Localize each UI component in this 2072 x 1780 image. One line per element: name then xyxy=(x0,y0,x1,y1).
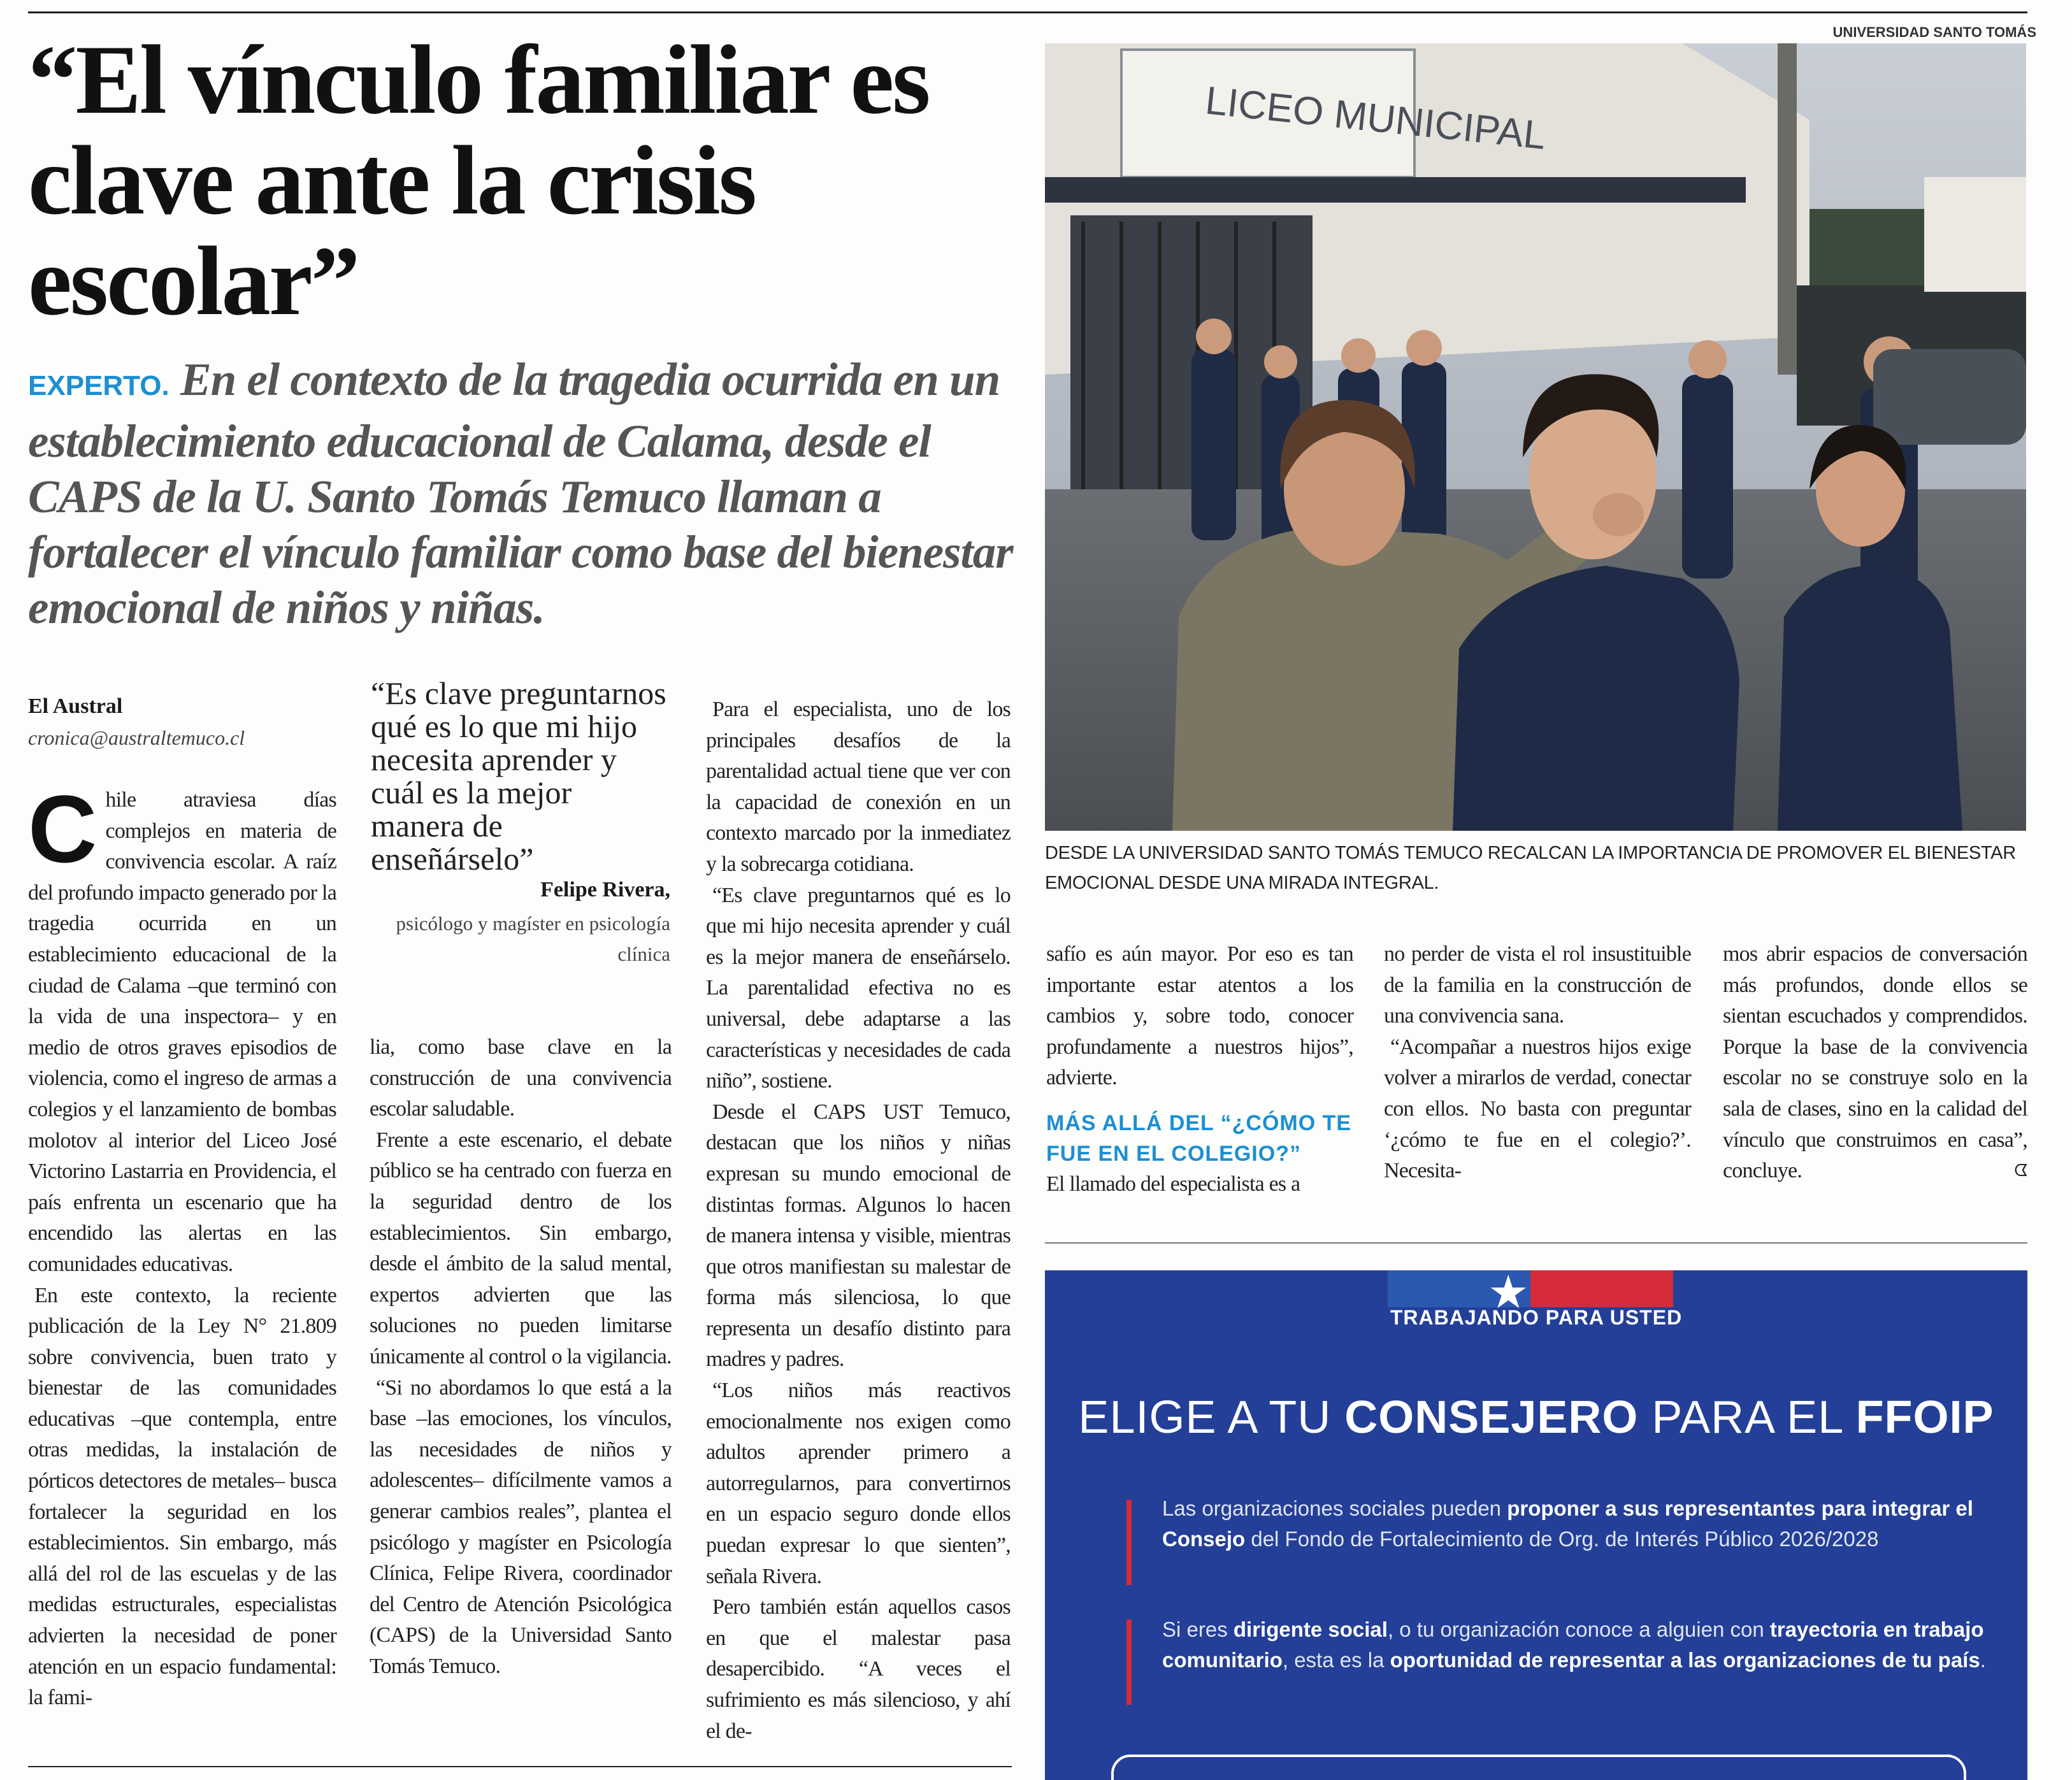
paragraph: hile atraviesa días complejos en materia de convivencia escolar. A raíz del profundo impacto generado por la tragedia ocurrida en un establecimiento educacional de la ciudad de Calama –que terminó con la vida de una inspectora– y en medio de otros graves episodios de violencia, como el ingreso de armas a colegios y el lanzamiento de bombas molotov al interior del Liceo José Victorino Lastarria en Providencia, el país enfrenta un escenario que ha encendido las alertas en las comunidades educativas. xyxy=(28,788,336,1276)
star-icon: ★ xyxy=(1488,1270,1529,1319)
body-column-2 xyxy=(370,1032,672,1682)
article-photo xyxy=(1045,43,2026,831)
ad-accent-bar xyxy=(1126,1500,1132,1585)
byline-author: El Austral xyxy=(28,694,123,718)
lede-kicker: EXPERTO. xyxy=(28,370,169,401)
paragraph: lia, como base clave en la construcción de una convivencia escolar saludable. xyxy=(370,1035,672,1121)
photo-caption: DESDE LA UNIVERSIDAD SANTO TOMÁS TEMUCO RECALCAN LA IMPORTANCIA DE PROMOVER EL BIENESTAR EMOCIONAL DESDE UNA MIRADA INTEGRAL. xyxy=(1045,843,2016,893)
byline-email[interactable]: cronica@australtemuco.cl xyxy=(28,726,245,749)
body-column-3 xyxy=(706,694,1011,1747)
ad-tagline: TRABAJANDO PARA USTED xyxy=(1390,1306,1683,1329)
subheading: MÁS ALLÁ DEL “¿CÓMO TE FUE EN EL COLEGIO?” xyxy=(1046,1110,1352,1166)
end-mark-icon: ᗧ xyxy=(2014,1161,2027,1181)
flag-banner xyxy=(1388,1270,1673,1307)
paragraph: mos abrir espacios de conversación más profundos, donde ellos se sientan escuchados y comprendidos. Porque la base de la convivencia escolar no se construye solo en la sala de clases, sino en la calidad del vínculo que construimos en casa”, concluye. xyxy=(1723,942,2027,1183)
top-rule xyxy=(28,11,2027,13)
paragraph: En este contexto, la reciente publicación de la Ley N° 21.809 sobre convivencia, buen trato y bienestar de las comunidades educativas –que contempla, entre otras medidas, la instalación de pórticos detectores de metales– busca fortalecer la seguridad en los establecimientos. Sin embargo, más allá del rol de las escuelas y de las medidas estructurales, especialistas advierten la necesidad de poner atención en un espacio fundamental: la fami- xyxy=(28,1283,336,1710)
paragraph: Desde el CAPS UST Temuco, destacan que los niños y niñas expresan su mundo emocional de distintas formas. Algunos lo hacen de manera intensa y visible, mientras que otros manifiestan su malestar de forma más silenciosa, lo que representa un desafío distinto para madres y padres. xyxy=(706,1100,1011,1372)
body-column-6 xyxy=(1723,939,2027,1187)
photo-illustration xyxy=(1045,43,2026,831)
pull-quote-author: Felipe Rivera, xyxy=(540,878,670,901)
ad-title: ELIGE A TU CONSEJERO PARA EL FFOIP xyxy=(1078,1392,1994,1443)
drop-cap: C xyxy=(28,775,97,882)
headline: “El vínculo familiar es clave ante la crisis escolar” xyxy=(28,25,929,336)
paragraph: El llamado del especialista es a xyxy=(1046,1172,1300,1196)
paragraph: “Los niños más reactivos emocionalmente nos exigen como adultos aprender primero a autorregularnos, para convertirnos en un espacio seguro donde ellos puedan expresar lo que sienten”, señala Rivera. xyxy=(706,1379,1011,1588)
lede-text: En el contexto de la tragedia ocurrida en un establecimiento educacional de Calama, desde el CAPS de la U. Santo Tomás Temuco llaman a fortalecer el vínculo familiar como base del bienestar emocional de niños y niñas. xyxy=(28,354,1013,633)
pull-quote: “Es clave preguntarnos qué es lo que mi hijo necesita aprender y cuál es la mejor manera de enseñárselo” xyxy=(371,675,666,877)
pull-quote-role: psicólogo y magíster en psicología clínica xyxy=(396,912,670,965)
paragraph: Frente a este escenario, el debate público se ha centrado con fuerza en la seguridad dentro de los establecimientos. Sin embargo, desde el ámbito de la salud mental, expertos advierten que las soluciones no pueden limitarse únicamente al control o la vigilancia. xyxy=(370,1128,672,1368)
photo-credit: UNIVERSIDAD SANTO TOMÁS xyxy=(1832,24,2036,40)
lede xyxy=(28,352,1022,635)
paragraph: “Si no abordamos lo que está a la base –las emociones, los vínculos, las necesidades de niños y adolescentes– difícilmente vamos a generar cambios reales”, plantea el psicólogo y magíster en Psicología Clínica, Felipe Rivera, coordinador del Centro de Atención Psicológica (CAPS) de la Universidad Santo Tomás Temuco. xyxy=(370,1375,672,1678)
article-end-rule xyxy=(1045,1242,2027,1244)
ad-paragraph-1: Las organizaciones sociales pueden proponer a sus representantes para integrar el Consejo del Fondo de Fortalecimiento de Org. de Interés Público 2026/2028 xyxy=(1162,1496,1973,1551)
bottom-rule xyxy=(28,1766,1012,1767)
body-column-4 xyxy=(1046,939,1353,1200)
paragraph: Para el especialista, uno de los principales desafíos de la parentalidad actual tiene que ver con la capacidad de conexión en un contexto marcado por la inmediatez y la sobrecarga cotidiana. xyxy=(706,698,1011,876)
paragraph: safío es aún mayor. Por eso es tan importante estar atentos a los cambios y, sobre todo, conocer profundamente a nuestros hijos”, advierte. xyxy=(1046,942,1353,1090)
paragraph: no perder de vista el rol insustituible de la familia en la construcción de una convivencia sana. xyxy=(1384,942,1691,1028)
ad-paragraph-2: Si eres dirigente social, o tu organización conoce a alguien con trayectoria en trabajo comunitario, esta es la oportunidad de representar a las organizaciones de tu país. xyxy=(1162,1618,1986,1672)
body-column-1 xyxy=(28,775,336,1714)
sign-text: LICEO MUNICIPAL xyxy=(1203,78,1548,158)
paragraph: “Es clave preguntarnos qué es lo que mi hijo necesita aprender y cuál es la mejor manera de enseñárselo. La parentalidad efectiva no es universal, debe adaptarse a las características y necesidades de cada niño”, sostiene. xyxy=(706,883,1011,1093)
ffoip-advertisement[interactable] xyxy=(1045,1270,2027,1780)
ad-accent-bar xyxy=(1126,1619,1132,1705)
paragraph: Pero también están aquellos casos en que el malestar pasa desapercibido. “A veces el sufrimiento es más silencioso, y ahí el de- xyxy=(706,1595,1011,1743)
paragraph: “Acompañar a nuestros hijos exige volver a mirarlos de verdad, conectar con ellos. No basta con preguntar ‘¿cómo te fue en el colegio?’. Necesita- xyxy=(1384,1035,1691,1183)
body-column-5 xyxy=(1384,939,1691,1187)
ad-button[interactable] xyxy=(1111,1755,1966,1780)
